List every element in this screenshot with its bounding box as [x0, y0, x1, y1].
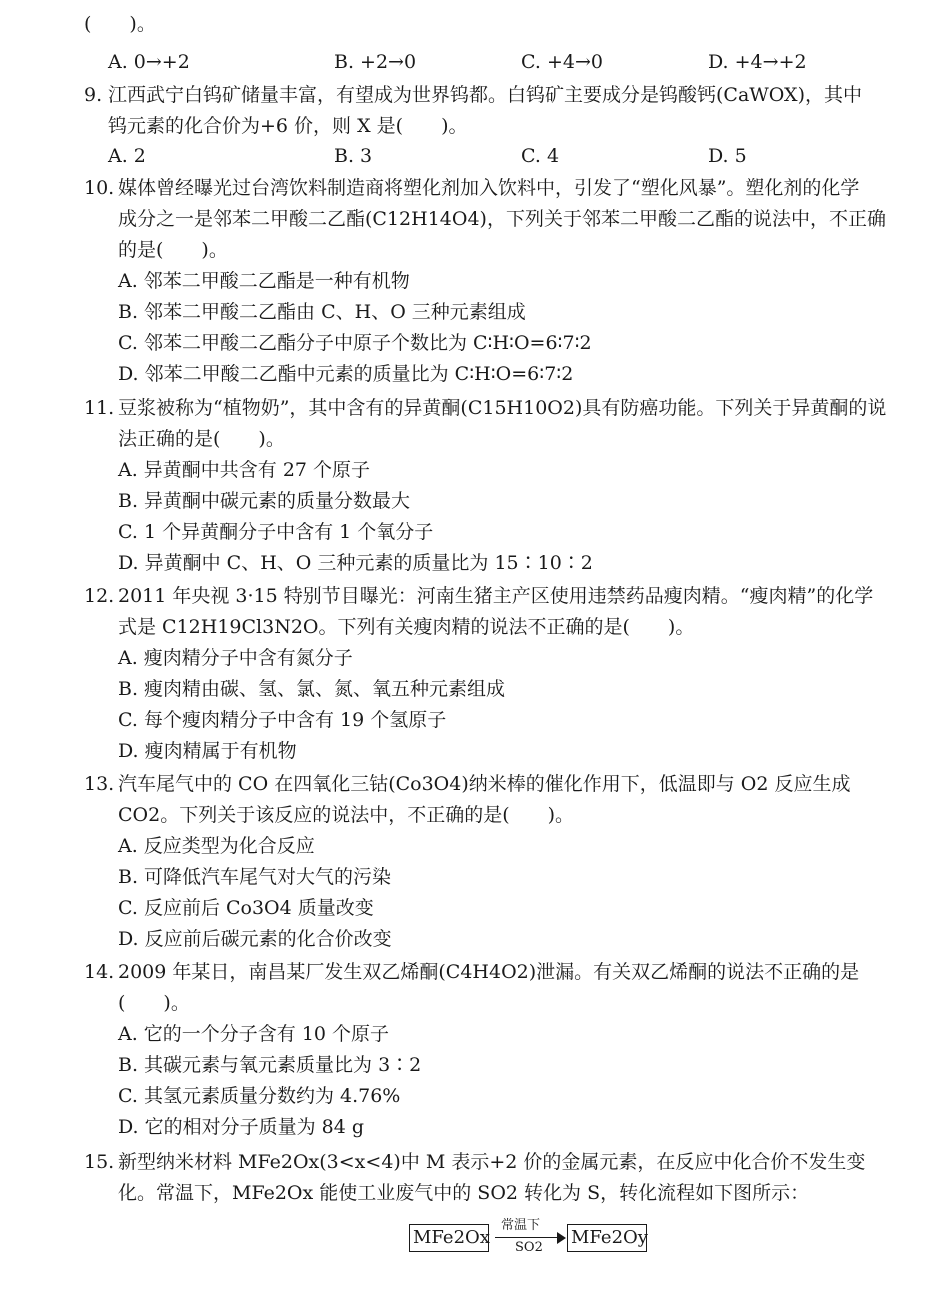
arrow-condition-label: 常温下	[501, 1218, 541, 1233]
option-d: D. 瘦肉精属于有机物	[118, 740, 297, 762]
prev-question-options	[108, 50, 888, 74]
option-a: A. 反应类型为化合反应	[118, 835, 315, 857]
question-text-line: 化。常温下，MFe2Ox 能使工业废气中的 SO2 转化为 S，转化流程如下图所示：	[118, 1182, 810, 1204]
question-number: 12.	[84, 585, 115, 607]
reactant-box: MFe2Ox	[409, 1224, 489, 1252]
prev-question-tail: ( )。	[84, 13, 156, 35]
question-options	[108, 144, 888, 168]
question-number: 15.	[84, 1151, 115, 1173]
option-c: C. 4	[521, 145, 560, 167]
question-text-line: 2011 年央视 3·15 特别节目曝光：河南生猪主产区使用违禁药品瘦肉精。“瘦肉精”的化学	[118, 585, 874, 607]
question-text-line: 新型纳米材料 MFe2Ox(3<x<4)中 M 表示+2 价的金属元素，在反应中化合价不发生变	[118, 1151, 866, 1173]
option-b: B. 其碳元素与氧元素质量比为 3∶2	[118, 1054, 422, 1076]
option-c: C. 反应前后 Co3O4 质量改变	[118, 897, 374, 919]
question-number: 10.	[84, 177, 115, 199]
question-text-line: 的是( )。	[118, 239, 228, 261]
question-text-line: 式是 C12H19Cl3N2O。下列有关瘦肉精的说法不正确的是( )。	[118, 616, 695, 638]
option-c: C. 邻苯二甲酸二乙酯分子中原子个数比为 C∶H∶O=6∶7∶2	[118, 332, 592, 354]
question-text-line: 成分之一是邻苯二甲酸二乙酯(C12H14O4)，下列关于邻苯二甲酸二乙酯的说法中，不正确	[118, 208, 886, 230]
question-text-line: 江西武宁白钨矿储量丰富，有望成为世界钨都。白钨矿主要成分是钨酸钙(CaWOX)，其中	[108, 84, 862, 106]
option-a: A. 0→+2	[108, 51, 190, 73]
option-a: A. 2	[108, 145, 146, 167]
question-text-line: 媒体曾经曝光过台湾饮料制造商将塑化剂加入饮料中，引发了“塑化风暴”。塑化剂的化学	[118, 177, 860, 199]
question-number: 14.	[84, 961, 115, 983]
question-text-line: 法正确的是( )。	[118, 428, 285, 450]
question-number: 9.	[84, 84, 103, 106]
question-number: 13.	[84, 773, 115, 795]
option-a: A. 异黄酮中共含有 27 个原子	[118, 459, 371, 481]
option-a: A. 邻苯二甲酸二乙酯是一种有机物	[118, 270, 410, 292]
option-c: C. 1 个异黄酮分子中含有 1 个氧分子	[118, 521, 434, 543]
product-box: MFe2Oy	[567, 1224, 647, 1252]
option-c: C. +4→0	[521, 51, 603, 73]
question-text-line: 汽车尾气中的 CO 在四氧化三钴(Co3O4)纳米棒的催化作用下，低温即与 O2 反应生成	[118, 773, 851, 795]
option-d: D. 邻苯二甲酸二乙酯中元素的质量比为 C∶H∶O=6∶7∶2	[118, 363, 574, 385]
arrow-reagent-label: SO2	[515, 1240, 543, 1255]
question-text-line: ( )。	[118, 992, 190, 1014]
option-a: A. 瘦肉精分子中含有氮分子	[118, 647, 353, 669]
option-b: B. 异黄酮中碳元素的质量分数最大	[118, 490, 411, 512]
option-b: B. 可降低汽车尾气对大气的污染	[118, 866, 392, 888]
question-number: 11.	[84, 397, 115, 419]
option-b: B. 3	[334, 145, 373, 167]
option-d: D. 它的相对分子质量为 84 g	[118, 1116, 365, 1138]
option-d: D. 反应前后碳元素的化合价改变	[118, 928, 392, 950]
question-text-line: CO2。下列关于该反应的说法中，不正确的是( )。	[118, 804, 575, 826]
option-b: B. +2→0	[334, 51, 417, 73]
option-c: C. 其氢元素质量分数约为 4.76%	[118, 1085, 401, 1107]
question-text-line: 豆浆被称为“植物奶”，其中含有的异黄酮(C15H10O2)具有防癌功能。下列关于异黄酮的说	[118, 397, 887, 419]
reaction-arrow	[495, 1237, 561, 1238]
option-d: D. 异黄酮中 C、H、O 三种元素的质量比为 15∶10∶2	[118, 552, 593, 574]
option-c: C. 每个瘦肉精分子中含有 19 个氢原子	[118, 709, 447, 731]
conversion-flow-diagram	[409, 1220, 649, 1264]
option-a: A. 它的一个分子含有 10 个原子	[118, 1023, 390, 1045]
option-d: D. 5	[708, 145, 747, 167]
option-d: D. +4→+2	[708, 51, 807, 73]
arrow-head-icon	[557, 1232, 566, 1244]
question-text-line: 钨元素的化合价为+6 价，则 X 是( )。	[108, 115, 468, 137]
option-b: B. 邻苯二甲酸二乙酯由 C、H、O 三种元素组成	[118, 301, 526, 323]
option-b: B. 瘦肉精由碳、氢、氯、氮、氧五种元素组成	[118, 678, 506, 700]
question-text-line: 2009 年某日，南昌某厂发生双乙烯酮(C4H4O2)泄漏。有关双乙烯酮的说法不正确的是	[118, 961, 860, 983]
